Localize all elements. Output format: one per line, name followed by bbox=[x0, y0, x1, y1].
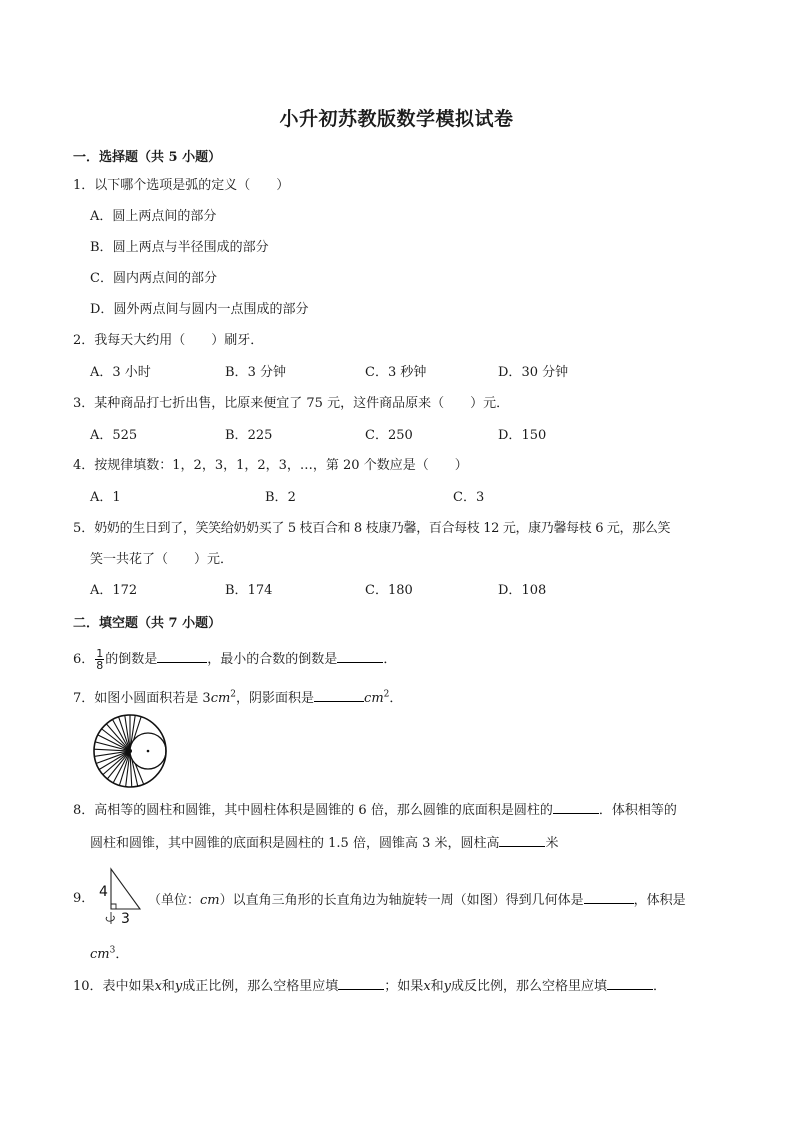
question-9: （单位：cm）以直角三角形的长直角边为轴旋转一周（如图）得到几何体是 ，体积是 bbox=[148, 890, 686, 910]
question-6: 6． $\frac{1}{8}$ 的倒数是 ，最小的合数的倒数是 ． bbox=[73, 647, 397, 672]
q5-option-c: C．180 bbox=[365, 583, 413, 598]
question-text: 按规律填数：1，2，3，1，2，3，…，第 20 个数应是（ ） bbox=[94, 458, 468, 473]
q5-option-d: D．108 bbox=[498, 583, 547, 598]
question-number: 1． bbox=[73, 178, 95, 193]
answer-blank[interactable] bbox=[314, 688, 364, 702]
question-5-line2: 笑一共花了（ ）元． bbox=[90, 552, 234, 567]
question-text: 以下哪个选项是弧的定义（ ） bbox=[94, 178, 290, 193]
q1-option-a: A．圆上两点间的部分 bbox=[90, 209, 217, 224]
question-number: 4． bbox=[73, 458, 95, 473]
question-9-number: 9． bbox=[73, 891, 95, 906]
question-8-line2: 圆柱和圆锥，其中圆锥的底面积是圆柱的 1.5 倍，圆锥高 3 米，圆柱高 米 bbox=[90, 833, 559, 853]
q3-option-a: A．525 bbox=[90, 428, 138, 443]
q1-option-d: D．圆外两点间与圆内一点围成的部分 bbox=[90, 302, 309, 317]
answer-blank[interactable] bbox=[157, 649, 207, 663]
svg-text:4: 4 bbox=[99, 884, 108, 900]
q2-option-c: C．3 秒钟 bbox=[365, 365, 427, 380]
question-3 bbox=[73, 395, 509, 413]
question-number: 5． bbox=[73, 521, 95, 536]
q3-option-b: B．225 bbox=[225, 428, 273, 443]
question-text: 某种商品打七折出售，比原来便宜了 75 元，这件商品原来（ ）元． bbox=[94, 396, 510, 411]
section-heading-fill-blank: 二．填空题（共 7 小题） bbox=[73, 616, 222, 631]
svg-text:3: 3 bbox=[121, 911, 130, 927]
q1-option-b: B．圆上两点与半径围成的部分 bbox=[90, 240, 269, 255]
answer-blank[interactable] bbox=[553, 800, 599, 814]
page-title: 小升初苏教版数学模拟试卷 bbox=[279, 108, 514, 130]
question-2 bbox=[73, 332, 263, 350]
question-4 bbox=[73, 457, 468, 475]
q4-option-a: A．1 bbox=[90, 490, 121, 505]
answer-blank[interactable] bbox=[499, 833, 545, 847]
q3-option-d: D．150 bbox=[498, 428, 547, 443]
right-triangle-figure bbox=[96, 866, 146, 928]
section-heading-choice: 一．选择题（共 5 小题） bbox=[73, 150, 222, 165]
answer-blank[interactable] bbox=[607, 976, 653, 990]
question-number: 2． bbox=[73, 333, 95, 348]
question-7: 7．如图小圆面积若是 $3cm^2$，阴影面积是 $cm^2$． bbox=[73, 689, 403, 706]
question-8: 8．高相等的圆柱和圆锥，其中圆柱体积是圆锥的 6 倍，那么圆锥的底面积是圆柱的 ．体积相等的 bbox=[73, 800, 677, 820]
answer-blank[interactable] bbox=[338, 976, 384, 990]
question-number: 3． bbox=[73, 396, 95, 411]
question-5 bbox=[73, 520, 670, 538]
q5-option-a: A．172 bbox=[90, 583, 138, 598]
answer-blank[interactable] bbox=[337, 649, 383, 663]
question-1 bbox=[73, 177, 289, 195]
q4-option-c: C．3 bbox=[453, 490, 485, 505]
q3-option-c: C．250 bbox=[365, 428, 413, 443]
q1-option-c: C．圆内两点间的部分 bbox=[90, 271, 217, 286]
q4-option-b: B．2 bbox=[265, 490, 296, 505]
q2-option-a: A．3 小时 bbox=[90, 365, 151, 380]
q2-option-d: D．30 分钟 bbox=[498, 365, 569, 380]
circle-crescent-figure bbox=[86, 710, 176, 792]
q5-option-b: B．174 bbox=[225, 583, 273, 598]
question-text: 我每天大约用（ ）刷牙． bbox=[94, 333, 264, 348]
fraction-one-eighth: $\frac{1}{8}$ bbox=[96, 647, 104, 672]
question-10: 10．表中如果x和y成正比例，那么空格里应填 ；如果x和y成反比例，那么空格里应填 ． bbox=[73, 976, 666, 996]
question-9-line2: $cm^3$． bbox=[90, 945, 129, 962]
answer-blank[interactable] bbox=[584, 890, 634, 904]
question-text-line1: 奶奶的生日到了，笑笑给奶奶买了 5 枝百合和 8 枝康乃馨，百合每枝 12 元，康乃馨每枝 6 元，那么笑 bbox=[94, 521, 671, 536]
q2-option-b: B．3 分钟 bbox=[225, 365, 286, 380]
